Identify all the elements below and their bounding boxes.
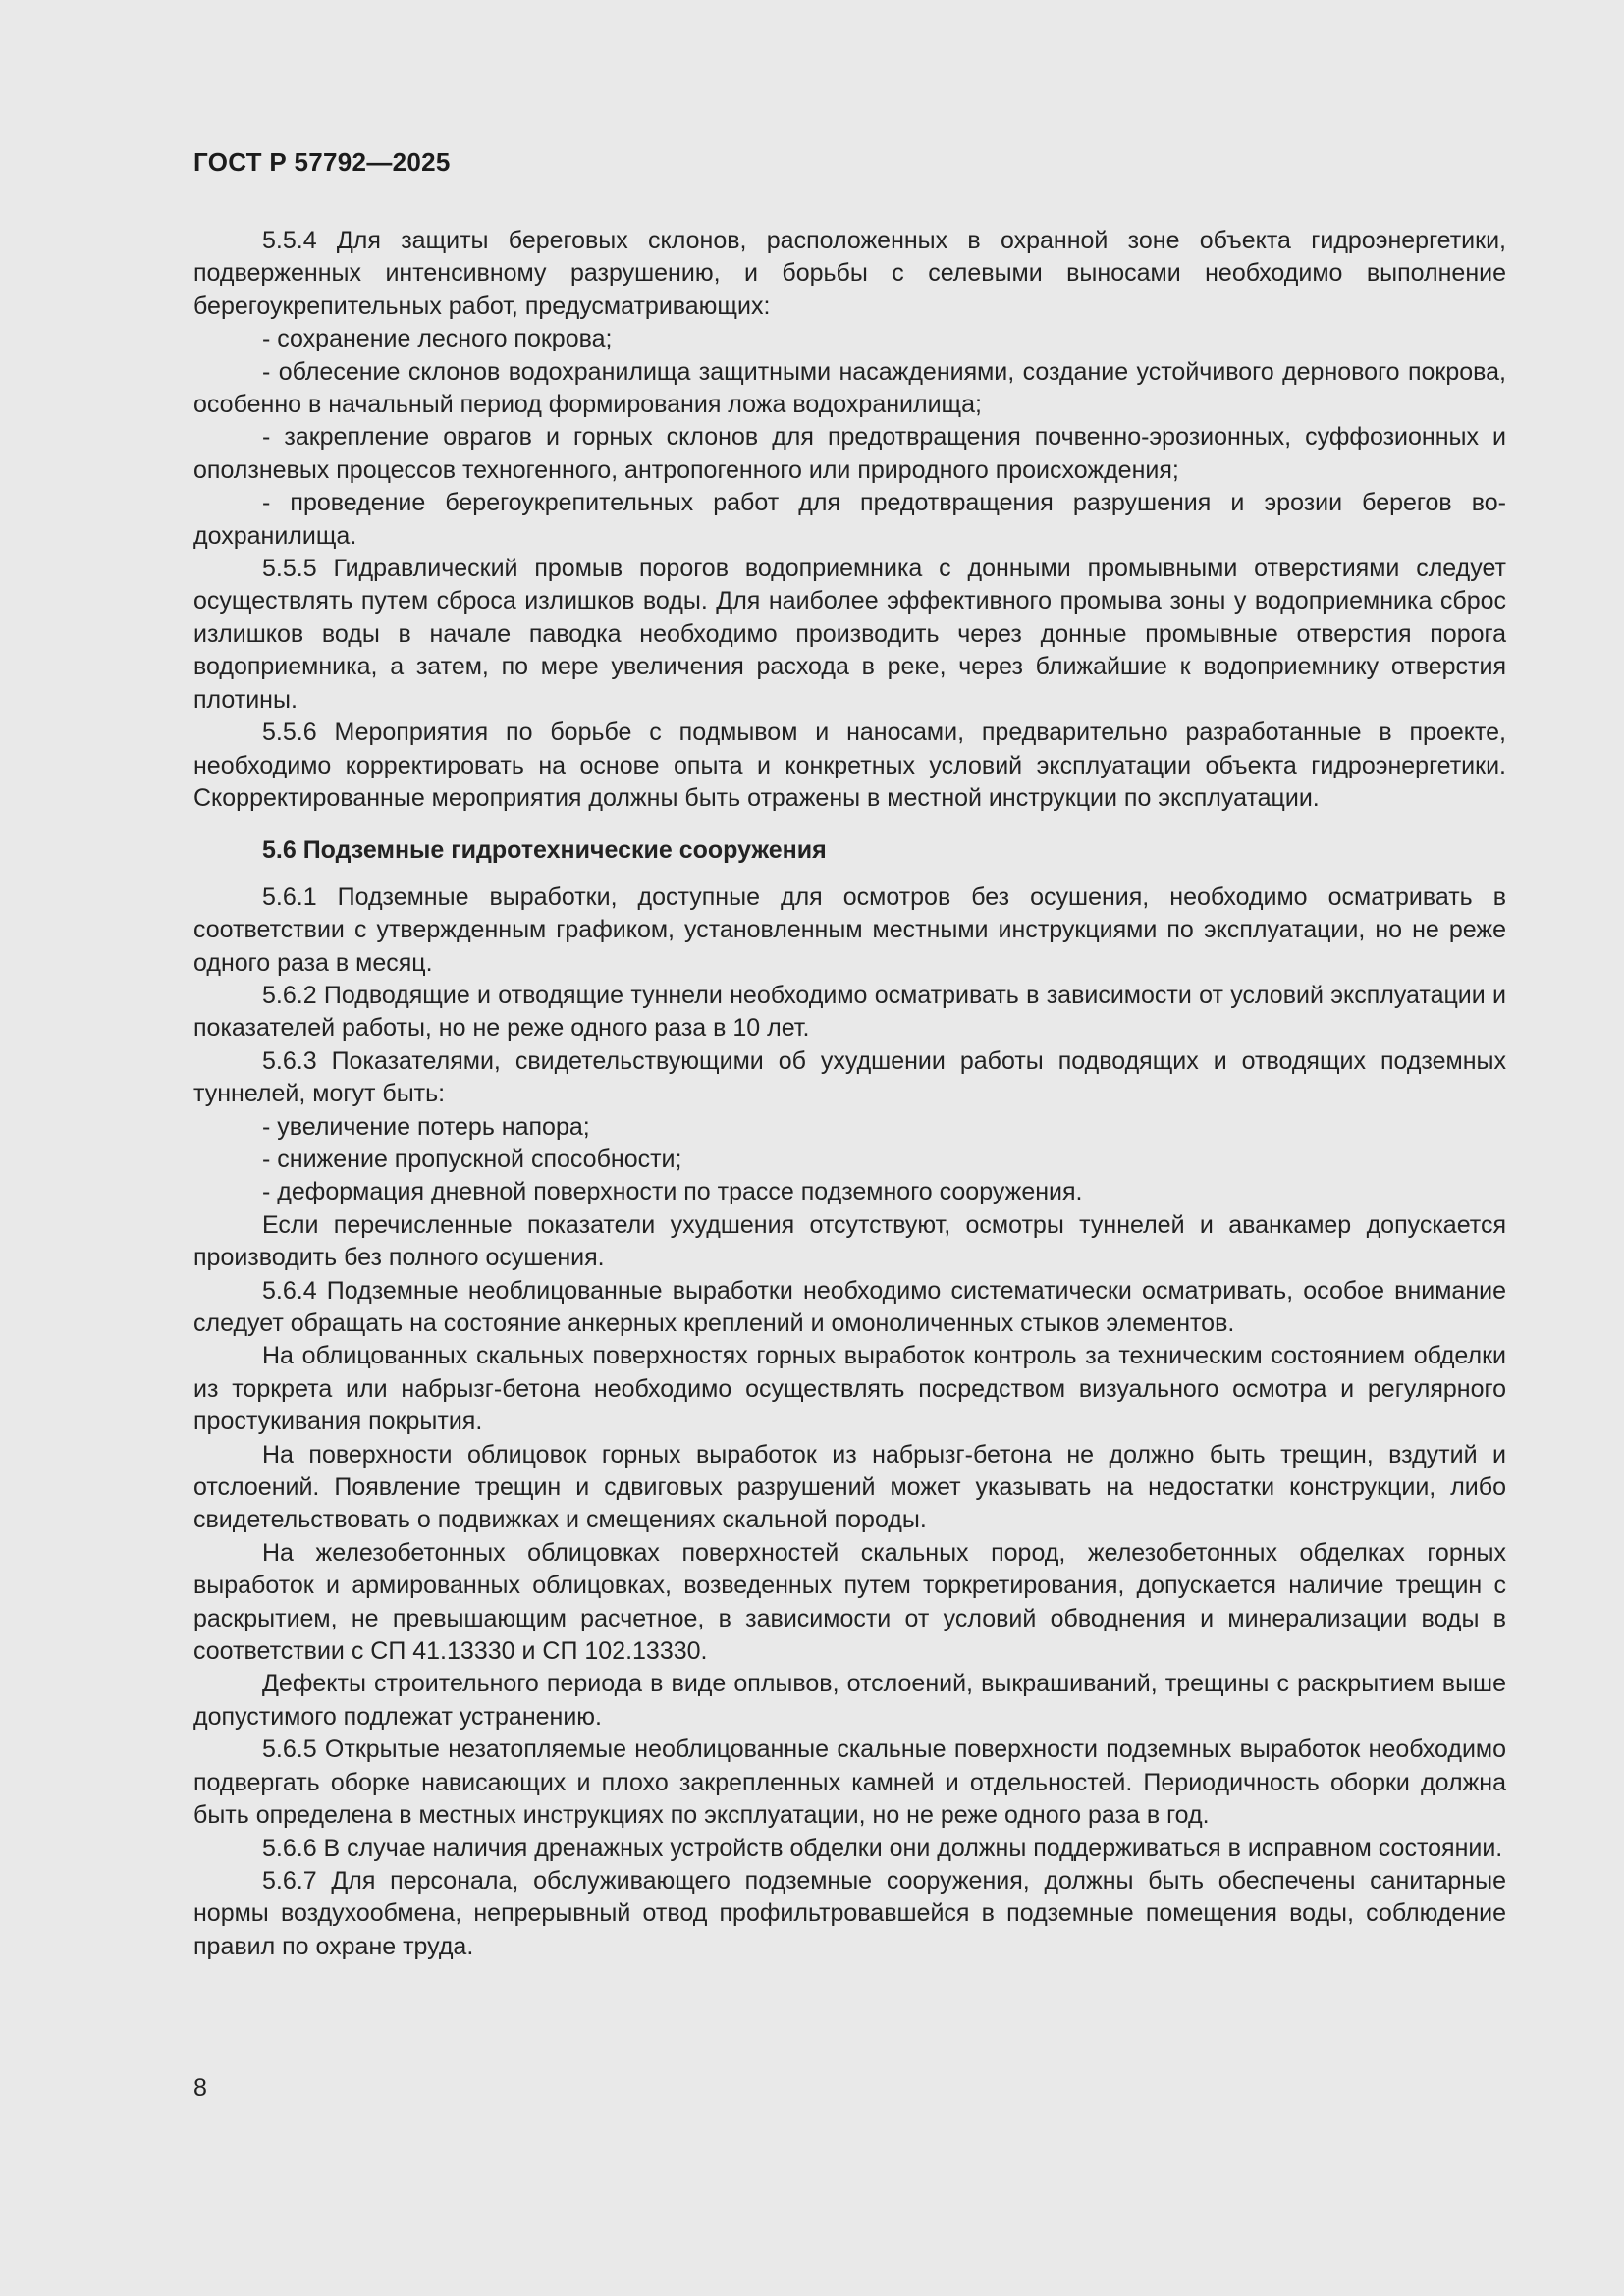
paragraph-5-6-3-note: Если перечисленные показатели ухудшения отсутствуют, осмотры туннелей и аванкамер допускается производить без полного осушения. bbox=[193, 1210, 1506, 1272]
list-item: - облесение склонов водохранилища защитными насаждениями, создание устойчивого дернового покрова, особенно в начальный период формирования ложа водохранилища; bbox=[193, 357, 1506, 419]
paragraph-5-5-4: 5.5.4 Для защиты береговых склонов, расположенных в охранной зоне объекта гидроэнергетики, подверженных интенсивному разрушению, и борьбы с селевыми выносами необходимо выполнение берегоукрепительных работ, предусматривающих: bbox=[193, 227, 1506, 320]
document-header-code: ГОСТ Р 57792—2025 bbox=[193, 147, 451, 177]
paragraph-5-5-5: 5.5.5 Гидравлический промыв порогов водоприемника с донными промывными отверстиями следует осуществлять путем сброса излишков воды. Для наиболее эффективного промыва зоны у водоприемника сброс излишков воды в начале паводка необходимо производить через донные промывные отверстия порога водоприемника, а затем, по мере увеличения расхода в реке, через ближайшие к водоприемнику отверстия плотины. bbox=[193, 555, 1506, 714]
page-number: 8 bbox=[193, 2074, 207, 2102]
list-item: - закрепление оврагов и горных склонов для предотвращения почвенно-эрозионных, суффозионных и оползневых процессов техногенного, антропогенного или природного происхождения; bbox=[193, 423, 1506, 484]
paragraph-5-6-3: 5.6.3 Показателями, свидетельствующими об ухудшении работы подводящих и отводящих подземных туннелей, могут быть: bbox=[193, 1046, 1506, 1108]
paragraph-5-6-7: 5.6.7 Для персонала, обслуживающего подземные сооружения, должны быть обеспечены санитарные нормы воздухообмена, непрерывный отвод профильтровавшейся в подземные помещения воды, соблюдение правил по охране труда. bbox=[193, 1866, 1506, 1960]
paragraph-5-6-5: 5.6.5 Открытые незатопляемые необлицованные скальные поверхности подземных выработок необходимо подвергать оборке нависающих и плохо закрепленных камней и отдельностей. Периодичность оборки должна быть определена в местных инструкциях по эксплуатации, но не реже одного раза в год. bbox=[193, 1735, 1506, 1830]
document-body bbox=[193, 225, 1506, 1963]
list-item: - деформация дневной поверхности по трассе подземного сооружения. bbox=[262, 1178, 1083, 1206]
paragraph-5-6-2: 5.6.2 Подводящие и отводящие туннели необходимо осматривать в зависимости от условий эксплуатации и показателей работы, но не реже одного раза в 10 лет. bbox=[193, 981, 1506, 1042]
paragraph-5-6-4-e: Дефекты строительного периода в виде оплывов, отслоений, выкрашиваний, трещины с раскрытием выше допустимого подлежат устранению. bbox=[193, 1670, 1506, 1731]
list-item: - проведение берегоукрепительных работ для предотвращения разрушения и эрозии берегов водохранилища. bbox=[193, 489, 1506, 550]
paragraph-5-6-4-c: На поверхности облицовок горных выработок из набрызг-бетона не должно быть трещин, вздутий и отслоений. Появление трещин и сдвиговых разрушений может указывать на недостатки конструкции, либо свидетельствовать о подвижках и смещениях скальной породы. bbox=[193, 1440, 1506, 1534]
list-item: - снижение пропускной способности; bbox=[262, 1145, 682, 1173]
paragraph-5-6-4-d: На железобетонных облицовках поверхностей скальных пород, железобетонных обделках горных выработок и армированных облицовках, возведенных путем торкретирования, допускается наличие трещин с раскрытием, не превышающим расчетное, в зависимости от условий обводнения и минерализации воды в соответствии с СП 41.13330 и СП 102.13330. bbox=[193, 1538, 1506, 1666]
section-heading-5-6: 5.6 Подземные гидротехнические сооружения bbox=[262, 836, 827, 865]
paragraph-5-6-4: 5.6.4 Подземные необлицованные выработки необходимо систематически осматривать, особое внимание следует обращать на состояние анкерных креплений и омоноличенных стыков элементов. bbox=[193, 1276, 1506, 1337]
paragraph-5-6-4-b: На облицованных скальных поверхностях горных выработок контроль за техническим состоянием обделки из торкрета или набрызг-бетона необходимо осуществлять посредством визуального осмотра и регулярного простукивания покрытия. bbox=[193, 1342, 1506, 1436]
list-item: - увеличение потерь напора; bbox=[262, 1112, 590, 1141]
list-item: - сохранение лесного покрова; bbox=[262, 325, 613, 353]
paragraph-5-6-6: 5.6.6 В случае наличия дренажных устройств обделки они должны поддерживаться в исправном состоянии. bbox=[262, 1834, 1503, 1862]
paragraph-5-5-6: 5.5.6 Мероприятия по борьбе с подмывом и наносами, предварительно разработанные в проекте, необходимо корректировать на основе опыта и конкретных условий эксплуатации объекта гидроэнергетики. Скорректированные мероприятия должны быть отражены в местной инструкции по эксплуатации. bbox=[193, 719, 1506, 812]
paragraph-5-6-1: 5.6.1 Подземные выработки, доступные для осмотров без осушения, необходимо осматривать в соответствии с утвержденным графиком, установленным местными инструкциями по эксплуатации, но не реже одного раза в месяц. bbox=[193, 882, 1506, 977]
